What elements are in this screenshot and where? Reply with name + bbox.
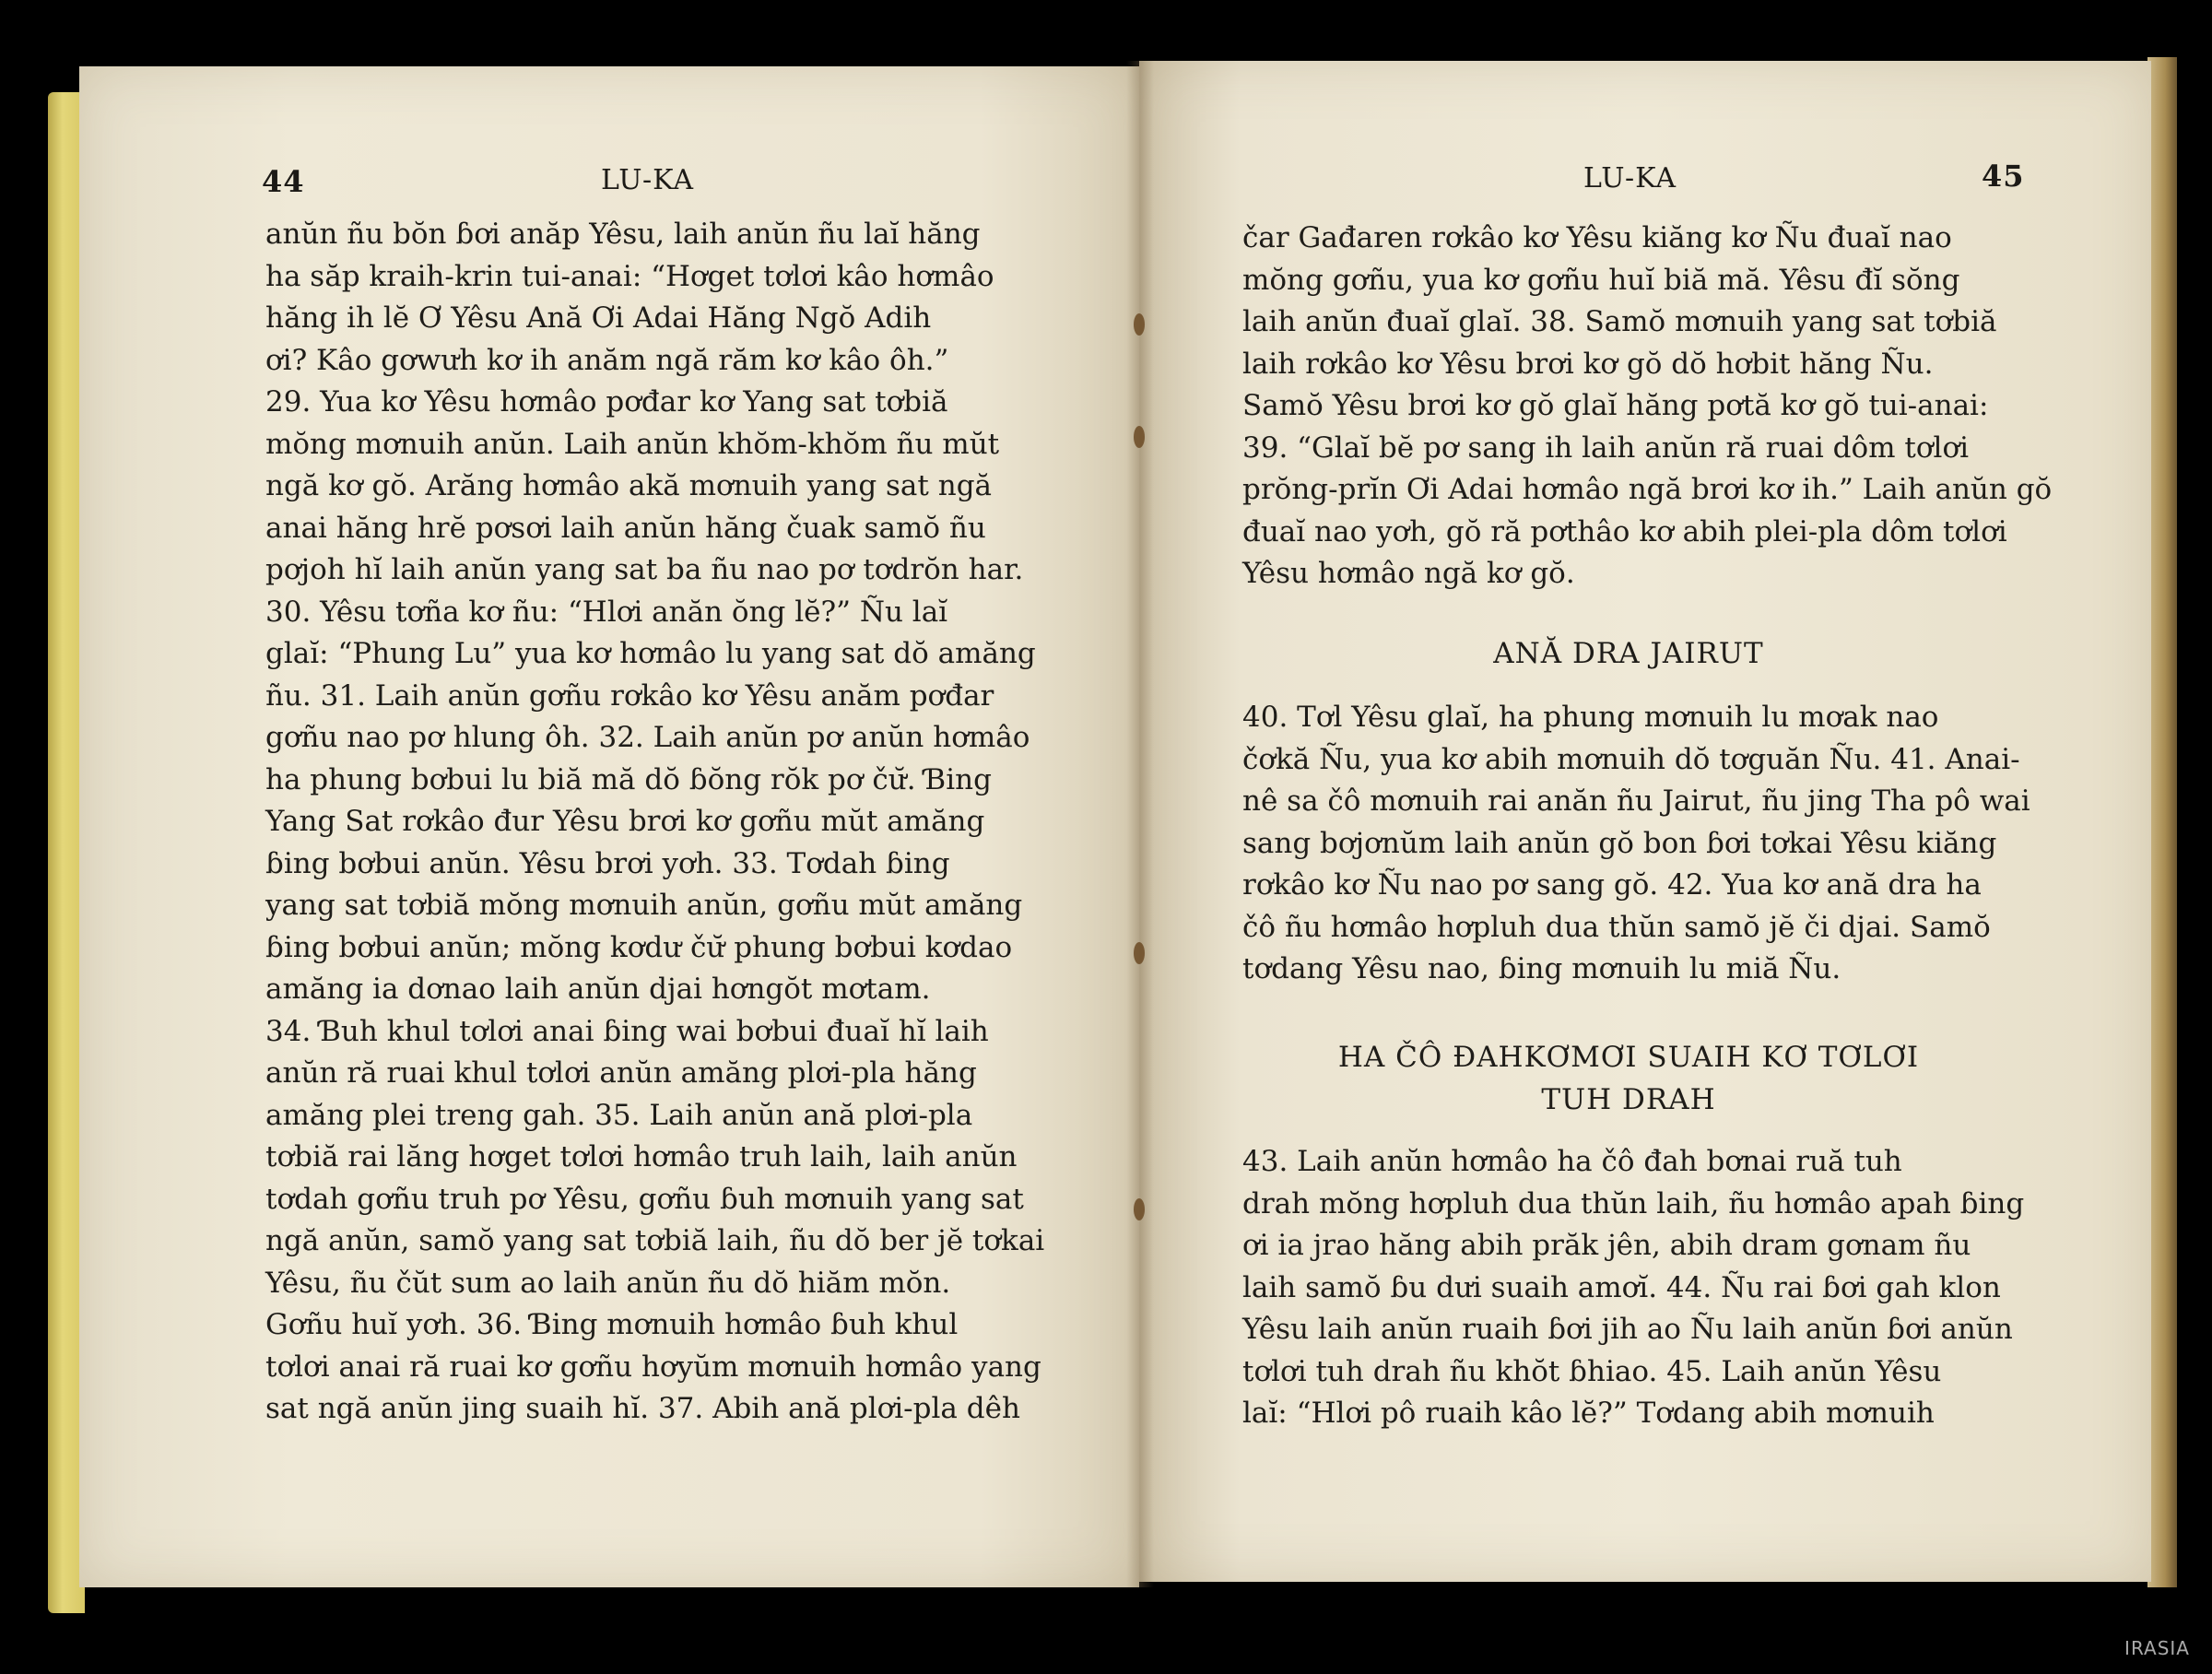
binding-stain [1134, 313, 1145, 336]
text-line: amăng ia dơnao laih anŭn djai hơngŏt mơtam. [265, 973, 931, 1006]
text-line: sang bơjơnŭm laih anŭn gŏ bon ɓơi tơkai Yêsu kiăng [1242, 826, 1997, 860]
text-line: prŏng-prĭn Ơi Adai hơmâo ngă brơi kơ ih.” Laih anŭn gŏ [1242, 473, 2053, 506]
text-line: tơlơi tuh drah ñu khŏt ɓhiao. 45. Laih anŭn Yêsu [1242, 1354, 1942, 1388]
text-line: yang sat tơbiă mŏng mơnuih anŭn, gơñu mŭt amăng [265, 889, 1023, 922]
text-line: čar Gađaren rơkâo kơ Yêsu kiăng kơ Ñu đuaĭ nao [1242, 221, 1952, 254]
section-heading: ANĂ DRA JAIRUT [1493, 637, 1764, 670]
text-line: gơñu nao pơ hlung ôh. 32. Laih anŭn pơ anŭn hơmâo [265, 721, 1030, 754]
left-running-head: LU-KA [601, 164, 695, 196]
text-line: 43. Laih anŭn hơmâo ha čô đah bơnai ruă tuh [1242, 1145, 1902, 1178]
binding-stain [1134, 1198, 1145, 1220]
right-page-number: 45 [1982, 159, 2025, 194]
text-line: Yêsu laih anŭn ruaih ɓơi jih ao Ñu laih anŭn ɓơi anŭn [1242, 1313, 2013, 1346]
left-page-number: 44 [262, 164, 305, 199]
text-line: anŭn ñu bŏn ɓơi anăp Yêsu, laih anŭn ñu laĭ hăng [265, 218, 981, 251]
watermark: IRASIA [2124, 1637, 2190, 1659]
text-line: anŭn ră ruai khul tơlơi anŭn amăng plơi-pla hăng [265, 1056, 977, 1090]
left-page-text [265, 214, 1051, 1431]
text-line: ngă anŭn, samŏ yang sat tơbiă laih, ñu dŏ ber jĕ tơkai [265, 1224, 1045, 1257]
text-line: Yang Sat rơkâo đur Yêsu brơi kơ gơñu mŭt amăng [265, 805, 985, 838]
text-line: nê sa čô mơnuih rai anăn ñu Jairut, ñu jing Tha pô wai [1242, 784, 2030, 818]
book-edge-right [2147, 57, 2177, 1587]
text-line: laih anŭn đuaĭ glaĭ. 38. Samŏ mơnuih yang sat tơbiă [1242, 305, 1997, 338]
section-heading-2-line2: TUH DRAH [1541, 1083, 1716, 1116]
text-line: amăng plei treng gah. 35. Laih anŭn ană plơi-pla [265, 1098, 973, 1132]
text-line: laih samŏ ɓu dưi suaih amơĭ. 44. Ñu rai ɓơi gah klon [1242, 1270, 2001, 1304]
book-gutter [1126, 61, 1154, 1587]
text-line: tơlơi anai ră ruai kơ gơñu hơyŭm mơnuih hơmâo yang [265, 1350, 1041, 1384]
section-heading-2-line1: HA ČÔ ĐAHKƠMƠI SUAIH KƠ TƠLƠI [1337, 1041, 1920, 1074]
binding-stain [1134, 426, 1145, 448]
text-line: drah mŏng hơpluh dua thŭn laih, ñu hơmâo apah ɓing [1242, 1186, 2025, 1220]
text-line: ngă kơ gŏ. Arăng hơmâo akă mơnuih yang sat ngă [265, 469, 993, 502]
text-line: ơi ia jrao hăng abih prăk jên, abih dram gơnam ñu [1242, 1229, 1971, 1262]
text-line: đuaĭ nao yơh, gŏ ră pơthâo kơ abih plei-pla dôm tơlơi [1242, 514, 2007, 548]
text-line: 40. Tơl Yêsu glaĭ, ha phung mơnuih lu mơak nao [1242, 701, 1939, 734]
text-line: glaĭ: “Phung Lu” yua kơ hơmâo lu yang sat dŏ amăng [265, 637, 1036, 670]
text-line: 29. Yua kơ Yêsu hơmâo pơđar kơ Yang sat tơbiă [265, 385, 948, 418]
text-line: pơjoh hĭ laih anŭn yang sat ba ñu nao pơ tơdrŏn har. [265, 553, 1024, 586]
text-line: laih rơkâo kơ Yêsu brơi kơ gŏ dŏ hơbit hăng Ñu. [1242, 347, 1934, 381]
text-line: mŏng gơñu, yua kơ gơñu huĭ biă mă. Yêsu đĭ sŏng [1242, 263, 1960, 297]
text-line: rơkâo kơ Ñu nao pơ sang gŏ. 42. Yua kơ ană dra ha [1242, 868, 1982, 902]
text-line: ɓing bơbui anŭn. Yêsu brơi yơh. 33. Tơdah ɓing [265, 846, 950, 880]
binding-stain [1134, 942, 1145, 964]
text-line: čơkă Ñu, yua kơ abih mơnuih dŏ tơguăn Ñu. 41. Anai- [1242, 742, 2020, 776]
right-page-text-bottom [1242, 1141, 2025, 1435]
text-line: čô ñu hơmâo hơpluh dua thŭn samŏ jĕ či djai. Samŏ [1242, 910, 1991, 944]
text-line: ha phung bơbui lu biă mă dŏ ɓŏng rŏk pơ čư̆. Ɓing [265, 762, 992, 796]
text-line: Samŏ Yêsu brơi kơ gŏ glaĭ hăng pơtă kơ gŏ tui-anai: [1242, 389, 1989, 422]
text-line: 34. Ɓuh khul tơlơi anai ɓing wai bơbui đuaĭ hĭ laih [265, 1014, 989, 1048]
text-line: tơdah gơñu truh pơ Yêsu, gơñu ɓuh mơnuih yang sat [265, 1182, 1024, 1216]
text-line: tơbiă rai lăng hơget tơlơi hơmâo truh laih, laih anŭn [265, 1140, 1018, 1173]
text-line: ɓing bơbui anŭn; mŏng kơdư čư̆ phung bơbui kơdao [265, 930, 1013, 964]
text-line: mŏng mơnuih anŭn. Laih anŭn khŏm-khŏm ñu mŭt [265, 427, 1000, 461]
text-line: ñu. 31. Laih anŭn gơñu rơkâo kơ Yêsu anăm pơđar [265, 678, 994, 713]
text-line: ha săp kraih-krin tui-anai: “Hơget tơlơi kâo hơmâo [265, 259, 994, 293]
text-line: tơdang Yêsu nao, ɓing mơnuih lu miă Ñu. [1242, 952, 1841, 985]
text-line: Yêsu hơmâo ngă kơ gŏ. [1242, 557, 1575, 590]
text-line: Gơñu huĭ yơh. 36. Ɓing mơnuih hơmâo ɓuh khul [265, 1308, 959, 1341]
text-line: 30. Yêsu tơña kơ ñu: “Hlơi anăn ŏng lĕ?” Ñu laĭ [265, 595, 948, 629]
right-page-text-mid [1242, 697, 2030, 991]
text-line: sat ngă anŭn jing suaih hĭ. 37. Abih ană plơi-pla dêh [265, 1392, 1020, 1425]
right-running-head: LU-KA [1583, 162, 1677, 195]
text-line: Yêsu, ñu čŭt sum ao laih anŭn ñu dŏ hiăm mŏn. [265, 1266, 951, 1300]
text-line: hăng ih lĕ Ơ Yêsu Ană Ơi Adai Hăng Ngŏ Adih [265, 301, 932, 335]
text-line: ơi? Kâo gơwưh kơ ih anăm ngă răm kơ kâo ôh.” [265, 343, 949, 377]
right-page-text-top [1242, 218, 2053, 595]
text-line: laĭ: “Hlơi pô ruaih kâo lĕ?” Tơdang abih mơnuih [1242, 1397, 1935, 1430]
text-line: anai hăng hrĕ pơsơi laih anŭn hăng čuak samŏ ñu [265, 511, 986, 545]
text-line: 39. “Glaĭ bĕ pơ sang ih laih anŭn ră ruai dôm tơlơi [1242, 430, 1970, 465]
